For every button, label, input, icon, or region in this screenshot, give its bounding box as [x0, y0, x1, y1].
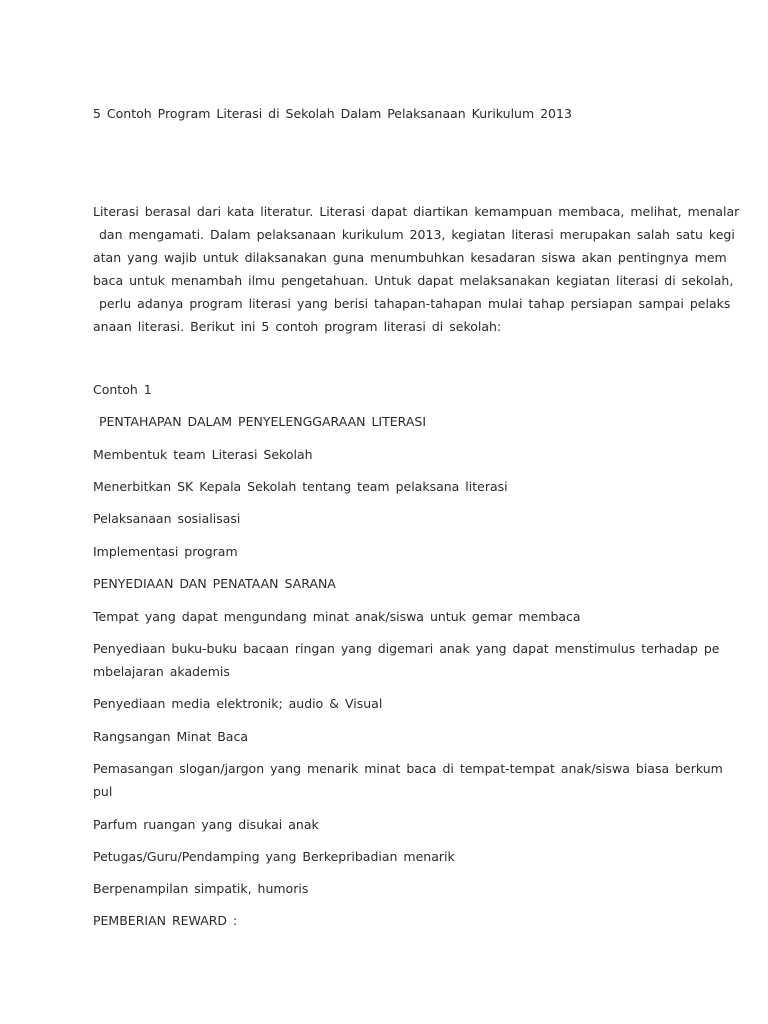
list-item: Tempat yang dapat mengundang minat anak/siswa untuk gemar membaca [93, 609, 581, 624]
list-item: Rangsangan Minat Baca [93, 729, 248, 744]
list-item: Berpenampilan simpatik, humoris [93, 881, 309, 896]
list-item-continuation: mbelajaran akademis [93, 664, 230, 679]
list-item: Membentuk team Literasi Sekolah [93, 447, 313, 462]
intro-line-1: Literasi berasal dari kata literatur. Literasi dapat diartikan kemampuan membaca, melihat, menalar [93, 204, 740, 219]
list-item-continuation: pul [93, 784, 113, 799]
list-item: Implementasi program [93, 544, 238, 559]
section-heading-reward: PEMBERIAN REWARD : [93, 913, 238, 928]
document-title: 5 Contoh Program Literasi di Sekolah Dalam Pelaksanaan Kurikulum 2013 [93, 106, 572, 121]
list-item: Pelaksanaan sosialisasi [93, 511, 241, 526]
list-item: Parfum ruangan yang disukai anak [93, 817, 319, 832]
intro-line-5: perlu adanya program literasi yang berisi tahapan-tahapan mulai tahap persiapan sampai pelaks [93, 296, 731, 311]
list-item: Petugas/Guru/Pendamping yang Berkepribadian menarik [93, 849, 455, 864]
intro-line-3: atan yang wajib untuk dilaksanakan guna menumbuhkan kesadaran siswa akan pentingnya mem [93, 250, 727, 265]
document-page [93, 0, 740, 1024]
list-item: Pemasangan slogan/jargon yang menarik minat baca di tempat-tempat anak/siswa biasa berkum [93, 761, 723, 776]
intro-line-2: dan mengamati. Dalam pelaksanaan kurikulum 2013, kegiatan literasi merupakan salah satu kegi [93, 227, 735, 242]
intro-line-4: baca untuk menambah ilmu pengetahuan. Untuk dapat melaksanakan kegiatan literasi di sekolah, [93, 273, 734, 288]
list-item: Menerbitkan SK Kepala Sekolah tentang team pelaksana literasi [93, 479, 508, 494]
intro-line-6: anaan literasi. Berikut ini 5 contoh program literasi di sekolah: [93, 319, 502, 334]
section-heading-sarana: PENYEDIAAN DAN PENATAAN SARANA [93, 576, 336, 591]
list-item: Penyediaan media elektronik; audio & Visual [93, 696, 383, 711]
list-item: Penyediaan buku-buku bacaan ringan yang digemari anak yang dapat menstimulus terhadap pe [93, 641, 720, 656]
example-label: Contoh 1 [93, 382, 152, 397]
section-heading-pentahapan: PENTAHAPAN DALAM PENYELENGGARAAN LITERASI [93, 414, 426, 429]
